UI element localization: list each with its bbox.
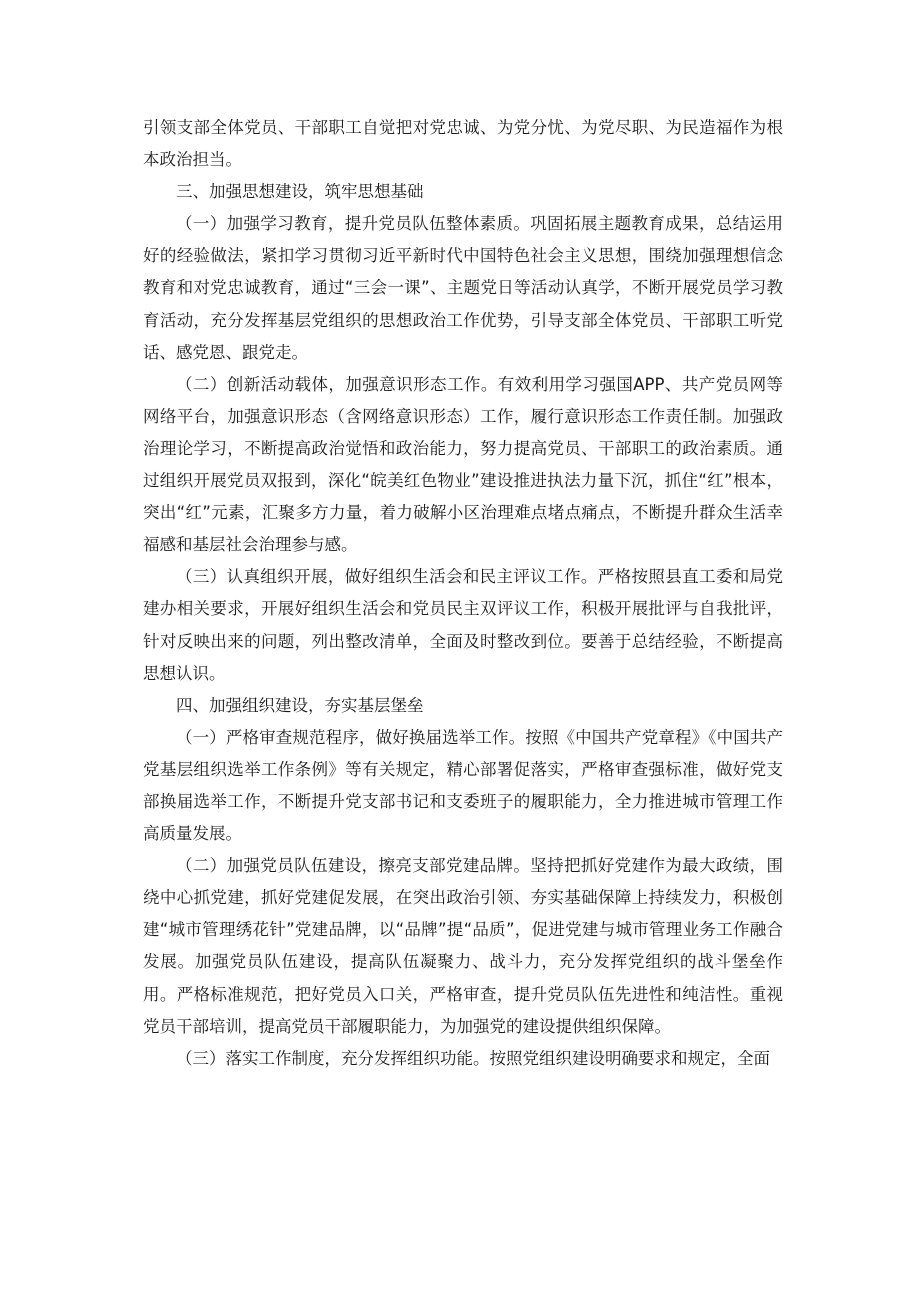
document-body — [143, 112, 783, 1075]
paragraph-election-work: （一）严格审查规范程序，做好换届选举工作。按照《中国共产党章程》《中国共产党基层组织选举工作条例》等有关规定，精心部署促落实，严格审查强标准，做好党支部换届选举工作，不断提升党支部书记和支委班子的履职能力，全力推进城市管理工作高质量发展。 — [143, 727, 783, 844]
paragraph-organization-life: （三）认真组织开展，做好组织生活会和民主评议工作。严格按照县直工委和局党建办相关要求，开展好组织生活会和党员民主双评议工作，积极开展批评与自我批评，针对反映出来的问题，列出整改清单，全面及时整改到位。要善于总结经验，不断提高思想认识。 — [143, 567, 783, 683]
paragraph-party-brand: （二）加强党员队伍建设，擦亮支部党建品牌。坚持把抓好党建作为最大政绩，围绕中心抓党建，抓好党建促发展，在突出政治引领、夯实基础保障上持续发力，积极创建“城市管理绣花针”党建品牌，以“品牌”提“品质”，促进党建与城市管理业务工作融合发展。加强党员队伍建设，提高队伍凝聚力、战斗力，充分发挥党组织的战斗堡垒作用。严格标准规范，把好党员入口关，严格审查，提升党员队伍先进性和纯洁性。重视党员干部培训，提高党员干部履职能力，为加强党的建设提供组织保障。 — [143, 856, 783, 1036]
paragraph-work-system: （三）落实工作制度，充分发挥组织功能。按照党组织建设明确要求和规定，全面 — [176, 1048, 770, 1068]
paragraph-ideology-work: （二）创新活动载体，加强意识形态工作。有效利用学习强国APP、共产党员网等网络平台，加强意识形态（含网络意识形态）工作，履行意识形态工作责任制。加强政治理论学习，不断提高政治觉悟和政治能力，努力提高党员、干部职工的政治素质。通过组织开展党员双报到，深化“皖美红色物业”建设推进执法力量下沉，抓住“红”根本，突出“红”元素，汇聚多方力量，着力破解小区治理难点堵点痛点，不断提升群众生活幸福感和基层社会治理参与感。 — [143, 374, 783, 555]
paragraph-study-education: （一）加强学习教育，提升党员队伍整体素质。巩固拓展主题教育成果，总结运用好的经验做法，紧扣学习贯彻习近平新时代中国特色社会主义思想，围绕加强理想信念教育和对党忠诚教育，通过“三会一课”、主题党日等活动认真学，不断开展党员学习教育活动，充分发挥基层党组织的思想政治工作优势，引导支部全体党员、干部职工听党话、感党恩、跟党走。 — [143, 214, 783, 362]
section-heading-three: 三、加强思想建设，筑牢思想基础 — [176, 182, 424, 202]
paragraph-continuation: 引领支部全体党员、干部职工自觉把对党忠诚、为党分忧、为党尽职、为民造福作为根本政治担当。 — [143, 118, 783, 170]
section-heading-four: 四、加强组织建设，夯实基层堡垒 — [176, 695, 424, 715]
